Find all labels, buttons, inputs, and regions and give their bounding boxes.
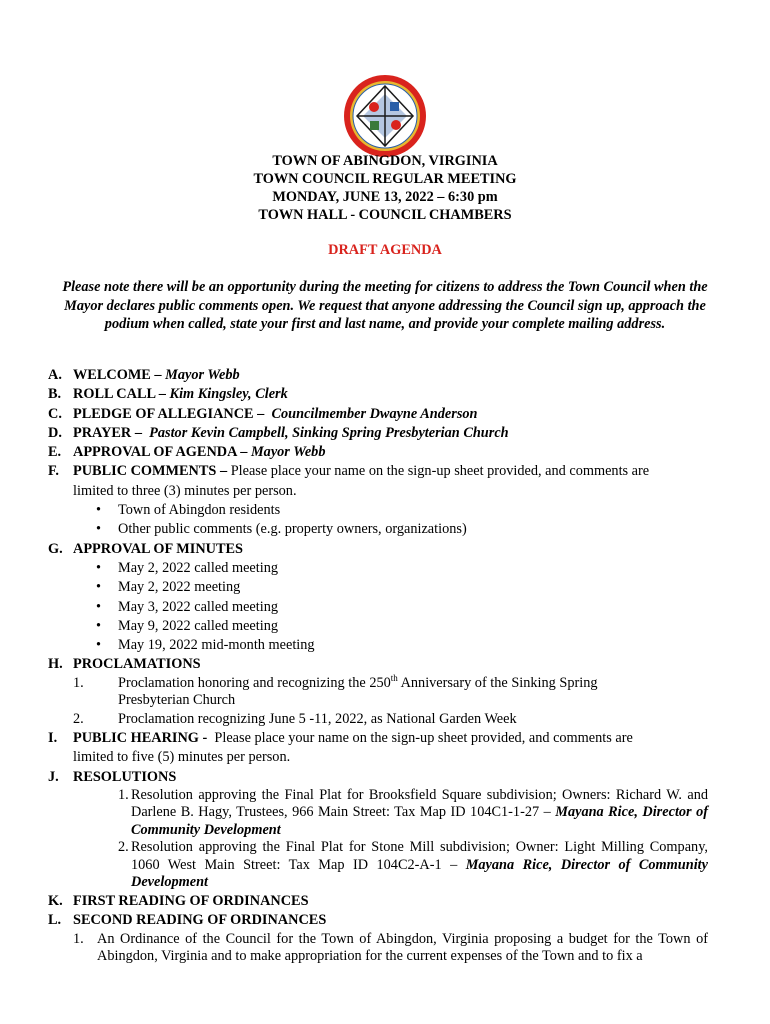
ordinance-text: An Ordinance of the Council for the Town of Abingdon, Virginia proposing a budget for the Town of Abingdon, Virginia and to make appropriation for the current expenses of the Town and to fix a (97, 930, 708, 965)
draft-agenda-title: DRAFT AGENDA (328, 242, 442, 258)
public-comment-bullets (48, 501, 708, 540)
list-item: • May 19, 2022 mid-month meeting (118, 636, 708, 655)
minutes-bullets (48, 559, 708, 655)
list-item: • May 2, 2022 called meeting (118, 559, 708, 578)
proclamation-1 (48, 672, 708, 710)
item-label: PRAYER – (73, 424, 142, 441)
item-label: SECOND READING OF ORDINANCES (73, 912, 327, 929)
item-number: 1. (73, 930, 84, 947)
agenda-item-j (48, 768, 708, 787)
item-presenter: Pastor Kevin Campbell, Sinking Spring Presbyterian Church (149, 424, 509, 441)
meeting-date: MONDAY, JUNE 13, 2022 – 6:30 pm (272, 189, 498, 205)
ordinance-1 (48, 931, 708, 966)
item-letter: B. (48, 386, 62, 403)
item-number: 1. (118, 786, 129, 803)
item-label: PLEDGE OF ALLEGIANCE – (73, 405, 265, 422)
proclamation-text: Proclamation honoring and recognizing the 250 (118, 674, 391, 691)
item-label: APPROVAL OF AGENDA – (73, 444, 248, 461)
item-letter: F. (48, 463, 59, 480)
list-item: • Other public comments (e.g. property owners, organizations) (118, 520, 708, 539)
item-letter: H. (48, 656, 63, 673)
item-letter: K. (48, 892, 63, 909)
item-letter: E. (48, 444, 62, 461)
public-comment-notice: Please note there will be an opportunity during the meeting for citizens to address the Town Council when the Mayor declares public comments open. We request that anyone addressing the Council sign up, approach the podium when called, state your first and last name, and provide your complete mailing address. (62, 279, 708, 332)
agenda-item-c (48, 405, 708, 424)
agenda-item-g (48, 540, 708, 559)
list-item: • May 9, 2022 called meeting (118, 617, 708, 636)
item-letter: C. (48, 405, 62, 422)
list-item: • May 2, 2022 meeting (118, 578, 708, 597)
item-label: PUBLIC COMMENTS – (73, 463, 228, 480)
item-label: APPROVAL OF MINUTES (73, 540, 243, 557)
item-letter: G. (48, 540, 63, 557)
town-name: TOWN OF ABINGDON, VIRGINIA (272, 153, 498, 169)
agenda-item-e (48, 443, 708, 462)
resolution-text: Resolution approving the Final Plat for Stone Mill subdivision; Owner: Light Milling Company, 1060 West Main Street: Tax Map ID 104C2-A-1 – (131, 839, 708, 873)
item-letter: A. (48, 367, 62, 383)
item-label: FIRST READING OF ORDINANCES (73, 892, 309, 909)
town-seal (343, 74, 427, 158)
proclamation-text: Proclamation recognizing June 5 -11, 2022, as National Garden Week (118, 710, 517, 727)
item-presenter: Mayor Webb (250, 444, 326, 461)
list-item: • May 3, 2022 called meeting (118, 598, 708, 617)
agenda-item-b (48, 385, 708, 404)
item-letter: D. (48, 424, 62, 441)
item-presenter: Councilmember Dwayne Anderson (271, 405, 478, 422)
agenda-item-l (48, 911, 708, 930)
agenda-item-k (48, 892, 708, 911)
item-number: 2. (73, 710, 84, 727)
agenda-item-f (48, 462, 708, 481)
item-label: RESOLUTIONS (73, 768, 177, 785)
item-presenter: Mayor Webb (165, 367, 240, 383)
agenda-item-i (48, 729, 708, 748)
proclamation-text-cont: Anniversary of the Sinking Spring (397, 674, 598, 691)
item-letter: I. (48, 730, 58, 747)
item-text-continued: limited to three (3) minutes per person. (73, 482, 297, 499)
meeting-type: TOWN COUNCIL REGULAR MEETING (253, 171, 517, 187)
proclamation-2 (48, 710, 708, 729)
item-letter: J. (48, 768, 59, 785)
resolution-text: Resolution approving the Final Plat for Brooksfield Square subdivision; Owners: Richard W. and Darlene B. Hagy, Trustees, 966 Main Street: Tax Map ID 104C1-1-27 – (131, 786, 708, 821)
resolution-presenter: Mayana Rice, Director of Community Development (131, 804, 708, 838)
meeting-location: TOWN HALL - COUNCIL CHAMBERS (258, 207, 512, 223)
agenda-item-d (48, 424, 708, 443)
item-presenter: Kim Kingsley, Clerk (169, 386, 288, 403)
resolution-2 (48, 839, 708, 892)
item-text: Please place your name on the sign-up sheet provided, and comments are (230, 463, 650, 480)
resolution-1 (48, 787, 708, 840)
item-label: ROLL CALL – (73, 386, 166, 403)
item-label: PUBLIC HEARING - (73, 730, 208, 747)
agenda-list (48, 366, 708, 966)
resolution-presenter: Mayana Rice, Director of Community Development (131, 856, 708, 891)
document-header (0, 152, 770, 224)
item-letter: L. (48, 912, 62, 929)
item-label: WELCOME – (73, 367, 162, 383)
agenda-item-a (48, 366, 708, 385)
list-item: • Town of Abingdon residents (118, 501, 708, 520)
item-text-continued: limited to five (5) minutes per person. (73, 749, 291, 766)
item-number: 2. (118, 839, 129, 856)
item-number: 1. (73, 674, 84, 691)
proclamation-text-end: Presbyterian Church (118, 692, 236, 709)
item-label: PROCLAMATIONS (73, 656, 201, 673)
item-text: Please place your name on the sign-up sheet provided, and comments are (214, 730, 633, 747)
superscript: th (390, 672, 398, 683)
agenda-item-h (48, 655, 708, 674)
